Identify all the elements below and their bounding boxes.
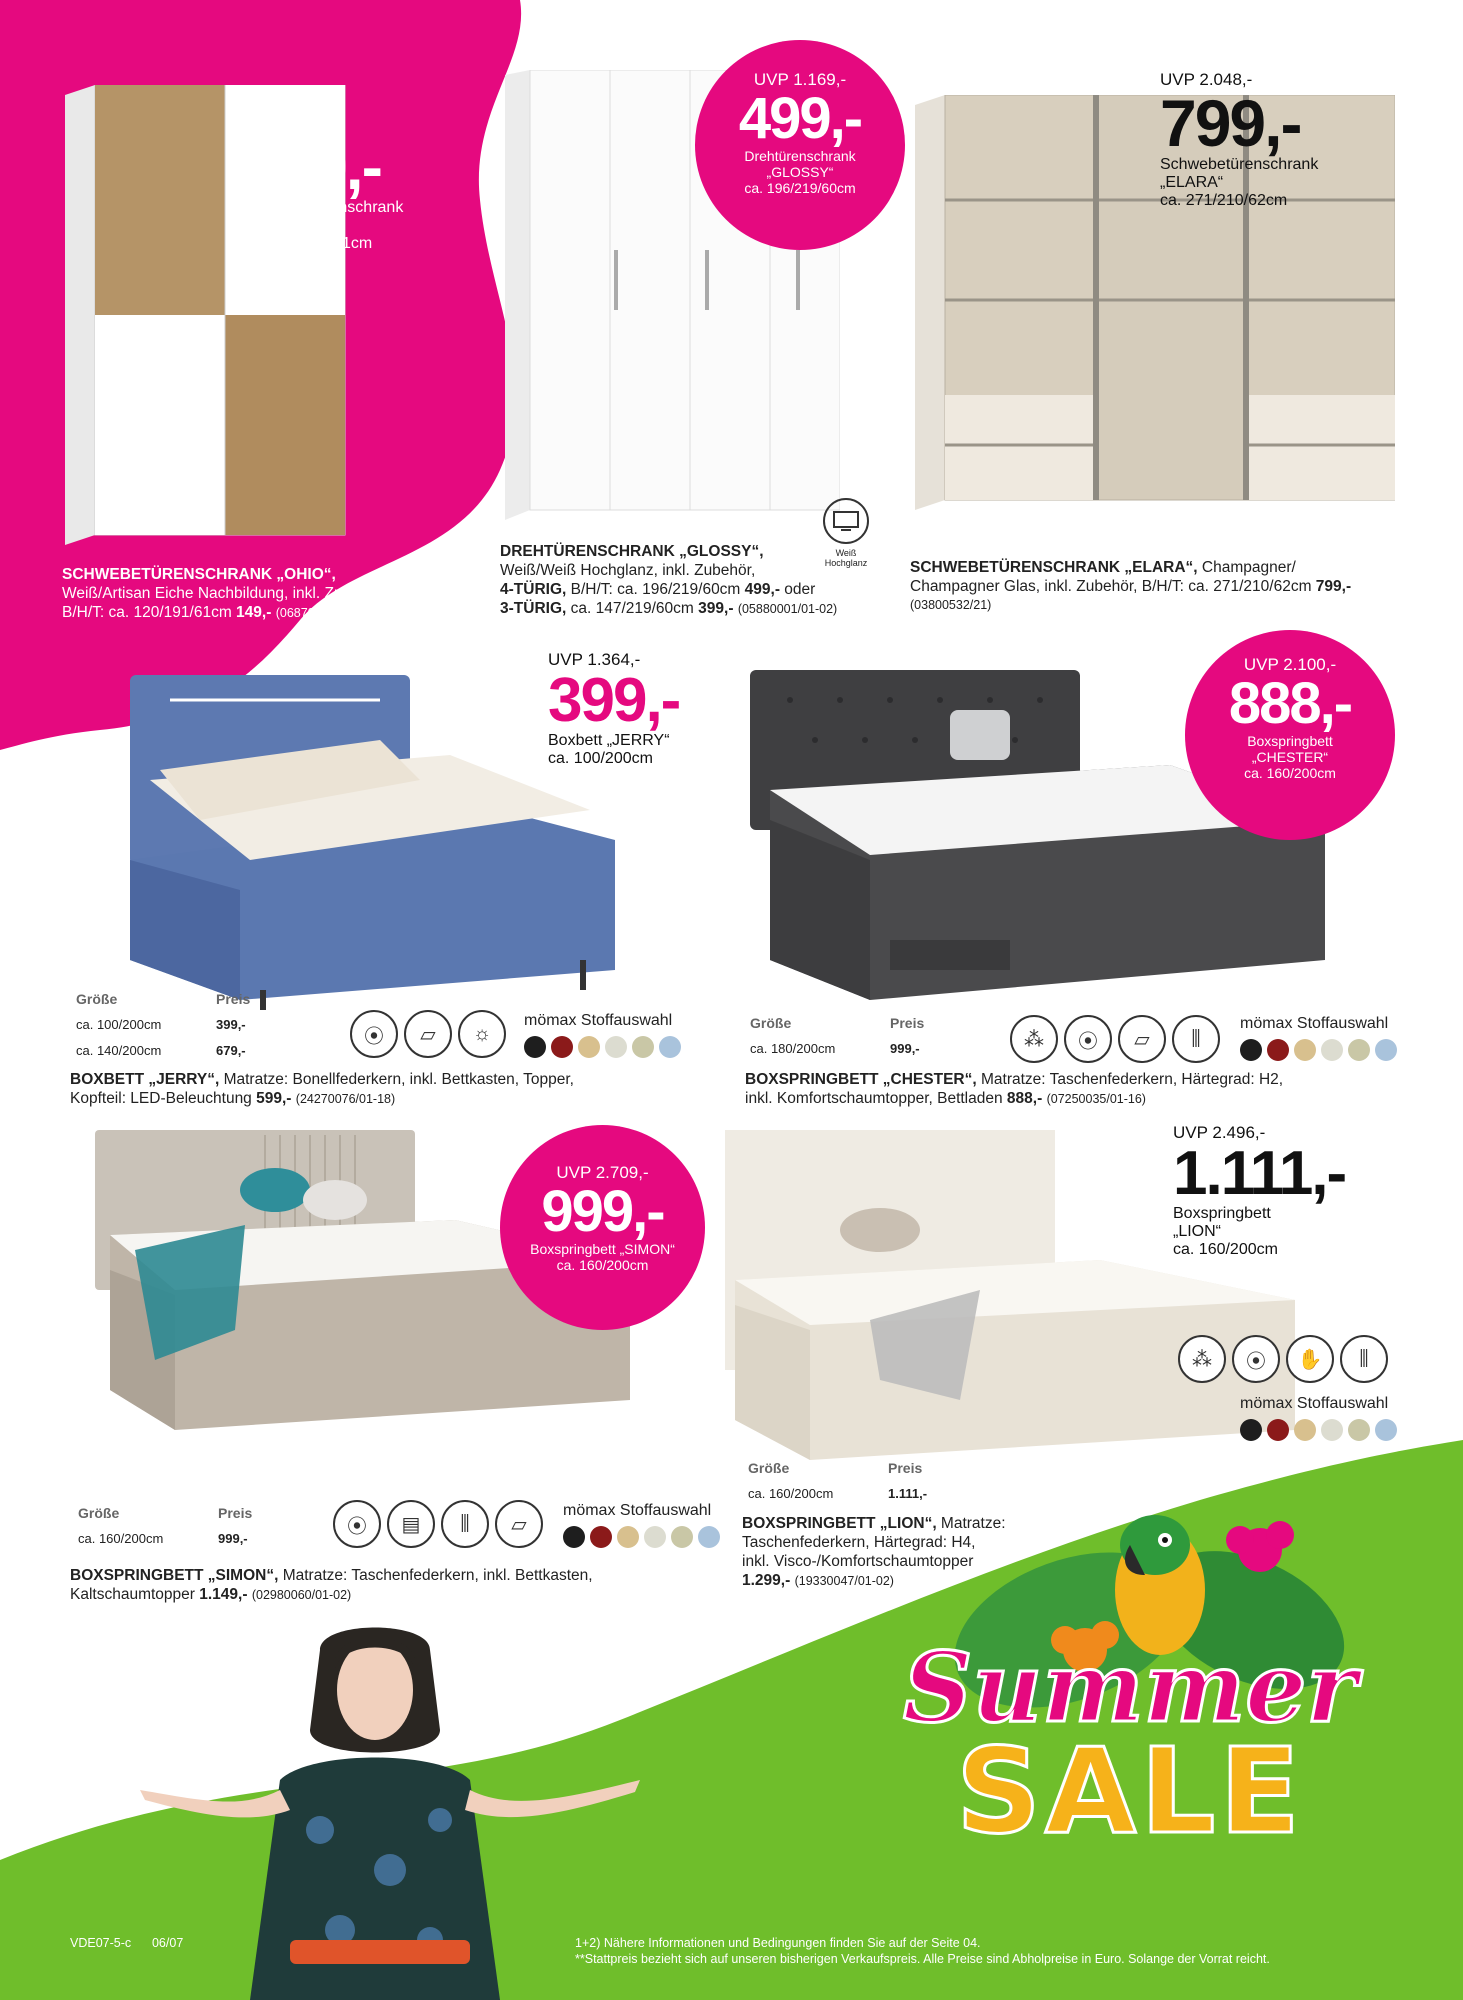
simon-size-table	[78, 1500, 298, 1552]
jerry-swatches	[524, 1036, 681, 1058]
simon-row1-size: ca. 160/200cm	[78, 1531, 164, 1546]
simon-desc-line2: Kaltschaumtopper	[70, 1586, 200, 1603]
chester-desc-line2: inkl. Komfortschaumtopper, Bettladen	[745, 1090, 1007, 1107]
footer-notes	[575, 1935, 1270, 1967]
jerry-desc-line1: Matratze: Bonellfederkern, inkl. Bettkasten, Topper,	[219, 1071, 574, 1088]
lion-art-number: (19330047/01-02)	[794, 1574, 894, 1588]
ohio-name: Schwebetürenschrank	[245, 199, 404, 216]
swatch-olive	[632, 1036, 654, 1058]
lion-size-table	[748, 1455, 968, 1507]
lion-desc-price: 1.299,-	[742, 1572, 791, 1589]
chester-description	[745, 1070, 1283, 1109]
summer-sale-logo	[900, 1631, 1360, 1860]
ohio-model: „OHIO“	[245, 217, 297, 234]
glossy-desc-or: oder	[780, 581, 816, 598]
lion-desc-line1: Matratze:	[936, 1515, 1006, 1532]
elara-art-number: (03800532/21)	[910, 598, 992, 612]
simon-price-badge	[500, 1125, 705, 1330]
jerry-size: ca. 100/200cm	[548, 750, 653, 767]
simon-row1-price: 999,-	[218, 1531, 248, 1546]
glossy-model: „GLOSSY“	[766, 164, 834, 180]
chester-fabric-selection	[1240, 1015, 1397, 1061]
chester-desc-line1: Matratze: Taschenfederkern, Härtegrad: H2,	[976, 1071, 1284, 1088]
swatch-light-blue	[698, 1526, 720, 1548]
footer-page: 06/07	[151, 1936, 184, 1950]
ohio-size: ca. 120/191/61cm	[245, 235, 373, 252]
lion-desc-title: BOXSPRINGBETT „LION“,	[742, 1515, 937, 1532]
ohio-desc-line1: Weiß/Artisan Eiche Nachbildung, inkl. Zubehör,	[62, 585, 386, 602]
lion-desc-line3: inkl. Visco-/Komfortschaumtopper	[742, 1553, 974, 1570]
spring-icon: ⦿	[1064, 1015, 1112, 1063]
glossy-desc-4door-size: B/H/T: ca. 196/219/60cm	[566, 581, 745, 598]
swatch-black	[524, 1036, 546, 1058]
swatch-black	[563, 1526, 585, 1548]
ohio-art-number: (06870015/04)	[275, 606, 358, 620]
swatch-black	[1240, 1419, 1262, 1441]
simon-price: 999,-	[541, 1179, 664, 1244]
swatch-red	[590, 1526, 612, 1548]
glossy-desc-title: DREHTÜRENSCHRANK „GLOSSY“,	[500, 543, 764, 560]
foam-icon: ⁂	[1178, 1335, 1226, 1383]
coil-icon: ⫼	[1172, 1015, 1220, 1063]
simon-desc-price: 1.149,-	[199, 1586, 248, 1603]
simon-fabric-label: mömax Stoffauswahl	[563, 1502, 712, 1519]
chester-size: ca. 160/200cm	[1244, 765, 1336, 781]
jerry-row1-price: 399,-	[216, 1017, 246, 1032]
jerry-desc-line2: Kopfteil: LED-Beleuchtung	[70, 1090, 257, 1107]
simon-desc-title: BOXSPRINGBETT „SIMON“,	[70, 1567, 279, 1584]
bedbox-icon: ▱	[495, 1500, 543, 1548]
elara-desc-price: 799,-	[1315, 578, 1352, 595]
ohio-price: 149,-	[245, 131, 381, 203]
foam-icon: ⁂	[1010, 1015, 1058, 1063]
jerry-row1-size: ca. 100/200cm	[76, 1017, 162, 1032]
swatch-light-grey	[1321, 1039, 1343, 1061]
footer-code: VDE07-5-c	[70, 1936, 132, 1950]
chester-size-table	[750, 1010, 970, 1062]
chester-swatches	[1240, 1039, 1397, 1061]
jerry-desc-title: BOXBETT „JERRY“,	[70, 1071, 220, 1088]
swatch-olive	[1348, 1039, 1370, 1061]
lion-name: Boxspringbett	[1173, 1205, 1271, 1222]
glossy-size: ca. 196/219/60cm	[744, 180, 856, 196]
glossy-desc-3door: 3-TÜRIG,	[500, 600, 567, 617]
glossy-badge-line2: Hochglanz	[824, 558, 868, 568]
ohio-description	[62, 565, 386, 623]
chester-model: „CHESTER“	[1251, 749, 1329, 765]
table-row	[750, 1036, 970, 1062]
bedbox-icon: ▱	[404, 1010, 452, 1058]
glossy-desc-4door: 4-TÜRIG,	[500, 581, 567, 598]
footer-codes	[70, 1935, 183, 1951]
coil-icon: ⫼	[1340, 1335, 1388, 1383]
glossy-desc-4door-price: 499,-	[744, 581, 780, 598]
simon-swatches	[563, 1526, 720, 1548]
swatch-light-grey	[644, 1526, 666, 1548]
jerry-price-block	[548, 650, 679, 768]
table-row	[748, 1481, 968, 1507]
elara-wardrobe-image	[910, 95, 1395, 515]
ohio-desc-title: SCHWEBETÜRENSCHRANK „OHIO“,	[62, 566, 336, 583]
elara-price: 799,-	[1160, 86, 1301, 160]
lion-price: 1.111,-	[1173, 1139, 1346, 1208]
lion-feature-icons	[1178, 1335, 1388, 1383]
chester-desc-price: 888,-	[1006, 1090, 1043, 1107]
footer-note1: 1+2) Nähere Informationen und Bedingungen finden Sie auf der Seite 04.	[575, 1936, 981, 1950]
ohio-uvp: UVP 473,-	[245, 115, 324, 134]
simon-desc-line1: Matratze: Taschenfederkern, inkl. Bettkasten,	[278, 1567, 593, 1584]
chester-art-number: (07250035/01-16)	[1046, 1092, 1146, 1106]
led-icon: ☼	[458, 1010, 506, 1058]
swatch-black	[1240, 1039, 1262, 1061]
chester-row1-price: 999,-	[890, 1041, 920, 1056]
chester-name: Boxspringbett	[1247, 733, 1333, 749]
chester-row1-size: ca. 180/200cm	[750, 1041, 836, 1056]
lion-size: ca. 160/200cm	[1173, 1241, 1278, 1258]
swatch-light-blue	[1375, 1419, 1397, 1441]
jerry-description	[70, 1070, 574, 1109]
lion-table-header-size: Größe	[748, 1460, 790, 1476]
swatch-light-grey	[1321, 1419, 1343, 1441]
elara-desc-line1: Champagner/	[1197, 559, 1296, 576]
glossy-desc-line1: Weiß/Weiß Hochglanz, inkl. Zubehör,	[500, 562, 756, 579]
swatch-red	[1267, 1039, 1289, 1061]
elara-name: Schwebetürenschrank	[1160, 156, 1319, 173]
footer-note2: **Stattpreis bezieht sich auf unseren bisherigen Verkaufspreis. Alle Preise sind Abholpreise in Euro. Solange der Vorrat reicht.	[575, 1952, 1270, 1966]
jerry-desc-price: 599,-	[256, 1090, 292, 1107]
table-row	[76, 1038, 296, 1064]
jerry-row2-price: 679,-	[216, 1043, 246, 1058]
swatch-light-blue	[659, 1036, 681, 1058]
jerry-price: 399,-	[548, 666, 680, 735]
swatch-beige	[1294, 1039, 1316, 1061]
chester-fabric-label: mömax Stoffauswahl	[1240, 1015, 1389, 1032]
chester-price-badge	[1185, 630, 1395, 840]
jerry-fabric-selection	[524, 1012, 681, 1058]
hardness-icon: ▤	[387, 1500, 435, 1548]
lion-uvp: UVP 2.496,-	[1173, 1123, 1266, 1142]
spring-icon: ⦿	[1232, 1335, 1280, 1383]
chester-table-header-size: Größe	[750, 1015, 792, 1031]
ohio-desc-price: 149,-	[236, 604, 272, 621]
glossy-price: 499,-	[738, 86, 862, 151]
spring-icon: ⦿	[333, 1500, 381, 1548]
jerry-uvp: UVP 1.364,-	[548, 650, 641, 669]
swatch-light-grey	[605, 1036, 627, 1058]
simon-art-number: (02980060/01-02)	[251, 1588, 352, 1602]
spring-icon: ⦿	[350, 1010, 398, 1058]
jerry-row2-size: ca. 140/200cm	[76, 1043, 162, 1058]
jerry-table-header-size: Größe	[76, 991, 118, 1007]
simon-table-header-size: Größe	[78, 1505, 120, 1521]
swatch-olive	[671, 1526, 693, 1548]
lion-row1-size: ca. 160/200cm	[748, 1486, 834, 1501]
swatch-beige	[578, 1036, 600, 1058]
simon-description	[70, 1566, 593, 1605]
glossy-art-number: (05880001/01-02)	[737, 602, 838, 616]
lion-model: „LION“	[1173, 1223, 1221, 1240]
jerry-fabric-label: mömax Stoffauswahl	[524, 1012, 673, 1029]
jerry-art-number: (24270076/01-18)	[295, 1092, 396, 1106]
chester-uvp: UVP 2.100,-	[1243, 655, 1337, 674]
swatch-red	[551, 1036, 573, 1058]
jerry-bed-image	[120, 670, 620, 1010]
swatch-olive	[1348, 1419, 1370, 1441]
elara-price-block	[1160, 70, 1318, 210]
elara-desc-line2: Champagner Glas, inkl. Zubehör, B/H/T: ca. 271/210/62cm	[910, 578, 1316, 595]
ohio-desc-line2a: B/H/T: ca. 120/191/61cm	[62, 604, 237, 621]
table-row	[76, 1012, 296, 1038]
chester-price: 888,-	[1228, 671, 1352, 736]
elara-model: „ELARA“	[1160, 174, 1224, 191]
jerry-table-header-price: Preis	[216, 991, 251, 1007]
simon-table-header-price: Preis	[218, 1505, 253, 1521]
lion-fabric-selection	[1240, 1395, 1397, 1441]
chester-desc-title: BOXSPRINGBETT „CHESTER“,	[745, 1071, 977, 1088]
jerry-feature-icons	[350, 1010, 506, 1058]
chester-table-header-price: Preis	[890, 1015, 925, 1031]
swatch-light-blue	[1375, 1039, 1397, 1061]
chester-feature-icons	[1010, 1015, 1220, 1063]
glossy-description	[500, 542, 837, 619]
simon-uvp: UVP 2.709,-	[556, 1163, 649, 1182]
glossy-uvp: UVP 1.169,-	[753, 70, 847, 89]
simon-feature-icons	[333, 1500, 543, 1548]
bedbox-icon: ▱	[1118, 1015, 1166, 1063]
lion-row1-price: 1.111,-	[888, 1486, 928, 1501]
lion-fabric-label: mömax Stoffauswahl	[1240, 1395, 1389, 1412]
lion-price-block	[1173, 1123, 1345, 1259]
elara-uvp: UVP 2.048,-	[1160, 70, 1253, 89]
table-row	[78, 1526, 298, 1552]
swatch-beige	[617, 1526, 639, 1548]
hand-icon: ✋	[1286, 1335, 1334, 1383]
lion-desc-line2: Taschenfederkern, Härtegrad: H4,	[742, 1534, 976, 1551]
elara-desc-title: SCHWEBETÜRENSCHRANK „ELARA“,	[910, 559, 1198, 576]
swatch-red	[1267, 1419, 1289, 1441]
coil-icon: ⫼	[441, 1500, 489, 1548]
elara-description	[910, 558, 1351, 615]
tv-icon	[823, 498, 869, 544]
jerry-name: Boxbett „JERRY“	[548, 732, 670, 749]
simon-name: Boxspringbett „SIMON“	[530, 1241, 675, 1257]
glossy-name: Drehtürenschrank	[744, 148, 856, 164]
lion-swatches	[1240, 1419, 1397, 1441]
logo-summer: Summer	[903, 1631, 1357, 1744]
logo-sale: SALE	[955, 1722, 1305, 1860]
lion-table-header-price: Preis	[888, 1460, 923, 1476]
jerry-size-table	[76, 986, 296, 1064]
elara-size: ca. 271/210/62cm	[1160, 192, 1288, 209]
simon-fabric-selection	[563, 1502, 720, 1548]
glossy-badge-line1: Weiß	[835, 548, 857, 558]
simon-size: ca. 160/200cm	[556, 1257, 649, 1273]
glossy-price-badge	[695, 40, 905, 250]
glossy-desc-3door-price: 399,-	[698, 600, 734, 617]
swatch-beige	[1294, 1419, 1316, 1441]
glossy-desc-3door-size: ca. 147/219/60cm	[566, 600, 699, 617]
